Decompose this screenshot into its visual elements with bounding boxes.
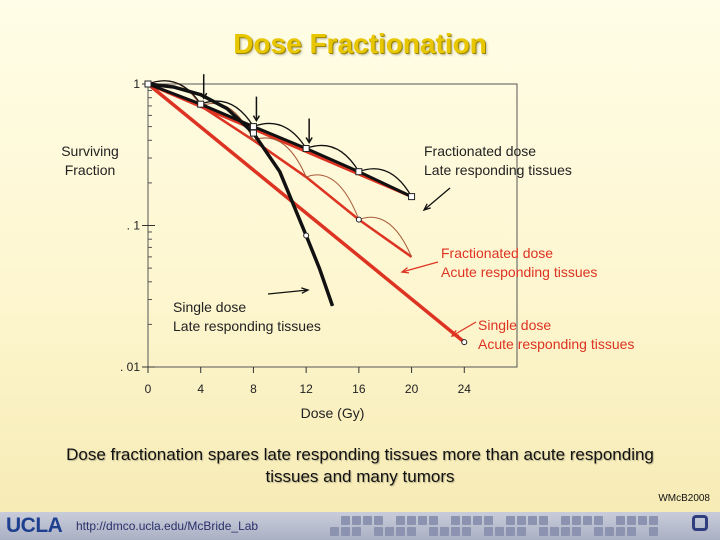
slide-title: Dose Fractionation	[233, 28, 487, 59]
annotation-acute-fractionated: Acute responding tissues	[441, 264, 598, 280]
footer-square	[352, 516, 361, 525]
x-tick-label: 4	[197, 382, 205, 396]
late-fractionated-point	[303, 146, 309, 152]
x-tick-label: 8	[250, 382, 257, 396]
footer-square	[418, 516, 427, 525]
footer-square	[506, 516, 515, 525]
footer-square	[616, 527, 625, 536]
footer-square	[374, 516, 383, 525]
footer-square	[539, 527, 548, 536]
footer-square	[407, 527, 416, 536]
footer-square	[616, 516, 625, 525]
footer-square	[649, 527, 658, 536]
pointer-acute-fractionated	[402, 262, 438, 272]
y-axis-label: Surviving	[61, 143, 119, 159]
acute-fractionated-point	[356, 217, 361, 222]
x-tick-label: 0	[144, 382, 152, 396]
annotation-late-fractionated: Late responding tissues	[424, 162, 572, 178]
late-single-point	[304, 233, 309, 238]
footer-square	[627, 516, 636, 525]
footer-square	[484, 516, 493, 525]
footer-square	[352, 527, 361, 536]
footer-url-link[interactable]: http://dmco.ucla.edu/McBride_Lab	[76, 519, 259, 533]
footer-square	[583, 516, 592, 525]
slide-caption: Dose fractionation spares late responding tissues more than acute responding tissues and many tumors	[66, 445, 654, 486]
x-tick-label: 20	[404, 382, 419, 396]
x-tick-label: 12	[299, 382, 313, 396]
late-fractionated-point	[145, 81, 151, 87]
annotation-acute-fractionated: Fractionated dose	[441, 245, 554, 261]
annotation-late-single: Single dose	[173, 299, 247, 315]
footer-square	[341, 527, 350, 536]
footer-square	[429, 516, 438, 525]
footer-square	[385, 527, 394, 536]
footer-square	[396, 516, 405, 525]
footer-square	[550, 527, 559, 536]
footer-square	[462, 516, 471, 525]
footer-square	[451, 516, 460, 525]
x-tick-label: 24	[457, 382, 471, 396]
footer-square	[638, 516, 647, 525]
late-fractionated-point	[356, 169, 362, 175]
late-single-line	[148, 84, 333, 306]
footer-square	[627, 527, 636, 536]
ucla-logo: UCLA	[6, 514, 63, 537]
footer-square	[594, 527, 603, 536]
footer-decoration	[330, 516, 660, 538]
footer-square	[517, 516, 526, 525]
footer-square	[649, 516, 658, 525]
footer-square	[396, 527, 405, 536]
pointer-acute-single	[452, 322, 476, 336]
footer-square	[440, 527, 449, 536]
annotation-acute-single: Acute responding tissues	[478, 336, 635, 352]
footer-square	[495, 527, 504, 536]
footer-square	[429, 527, 438, 536]
footer-corner-icon	[692, 515, 708, 531]
footer-square	[539, 516, 548, 525]
x-tick-label: 16	[352, 382, 366, 396]
credit-text: WMcB2008	[658, 493, 710, 504]
footer-square	[572, 527, 581, 536]
late-fractionated-point	[250, 124, 256, 130]
footer-square	[517, 527, 526, 536]
footer-square	[341, 516, 350, 525]
footer-square	[506, 527, 515, 536]
footer-square	[462, 527, 471, 536]
footer-square	[605, 527, 614, 536]
acute-single-point	[462, 340, 467, 345]
footer-square	[528, 516, 537, 525]
footer-square	[484, 527, 493, 536]
y-tick-label: . 1	[126, 218, 140, 233]
y-axis-label: Fraction	[64, 162, 116, 178]
footer-square	[374, 527, 383, 536]
footer-square	[451, 527, 460, 536]
footer-square	[407, 516, 416, 525]
footer-square	[594, 516, 603, 525]
annotation-late-fractionated: Fractionated dose	[424, 143, 537, 159]
late-fractionated-point	[409, 194, 415, 200]
footer-square	[330, 527, 339, 536]
y-tick-label: . 01	[119, 360, 140, 374]
chart-labels	[173, 143, 634, 352]
footer-square	[363, 516, 372, 525]
footer-square	[572, 516, 581, 525]
late-single-point	[250, 130, 256, 136]
late-fractionated-point	[198, 101, 204, 107]
annotation-late-single: Late responding tissues	[173, 318, 321, 334]
footer-square	[473, 516, 482, 525]
y-tick-label: 1	[133, 77, 140, 91]
footer-square	[561, 527, 570, 536]
annotation-acute-single: Single dose	[478, 317, 552, 333]
pointer-late-fractionated	[424, 188, 450, 210]
footer-square	[561, 516, 570, 525]
x-axis-label: Dose (Gy)	[300, 405, 365, 421]
